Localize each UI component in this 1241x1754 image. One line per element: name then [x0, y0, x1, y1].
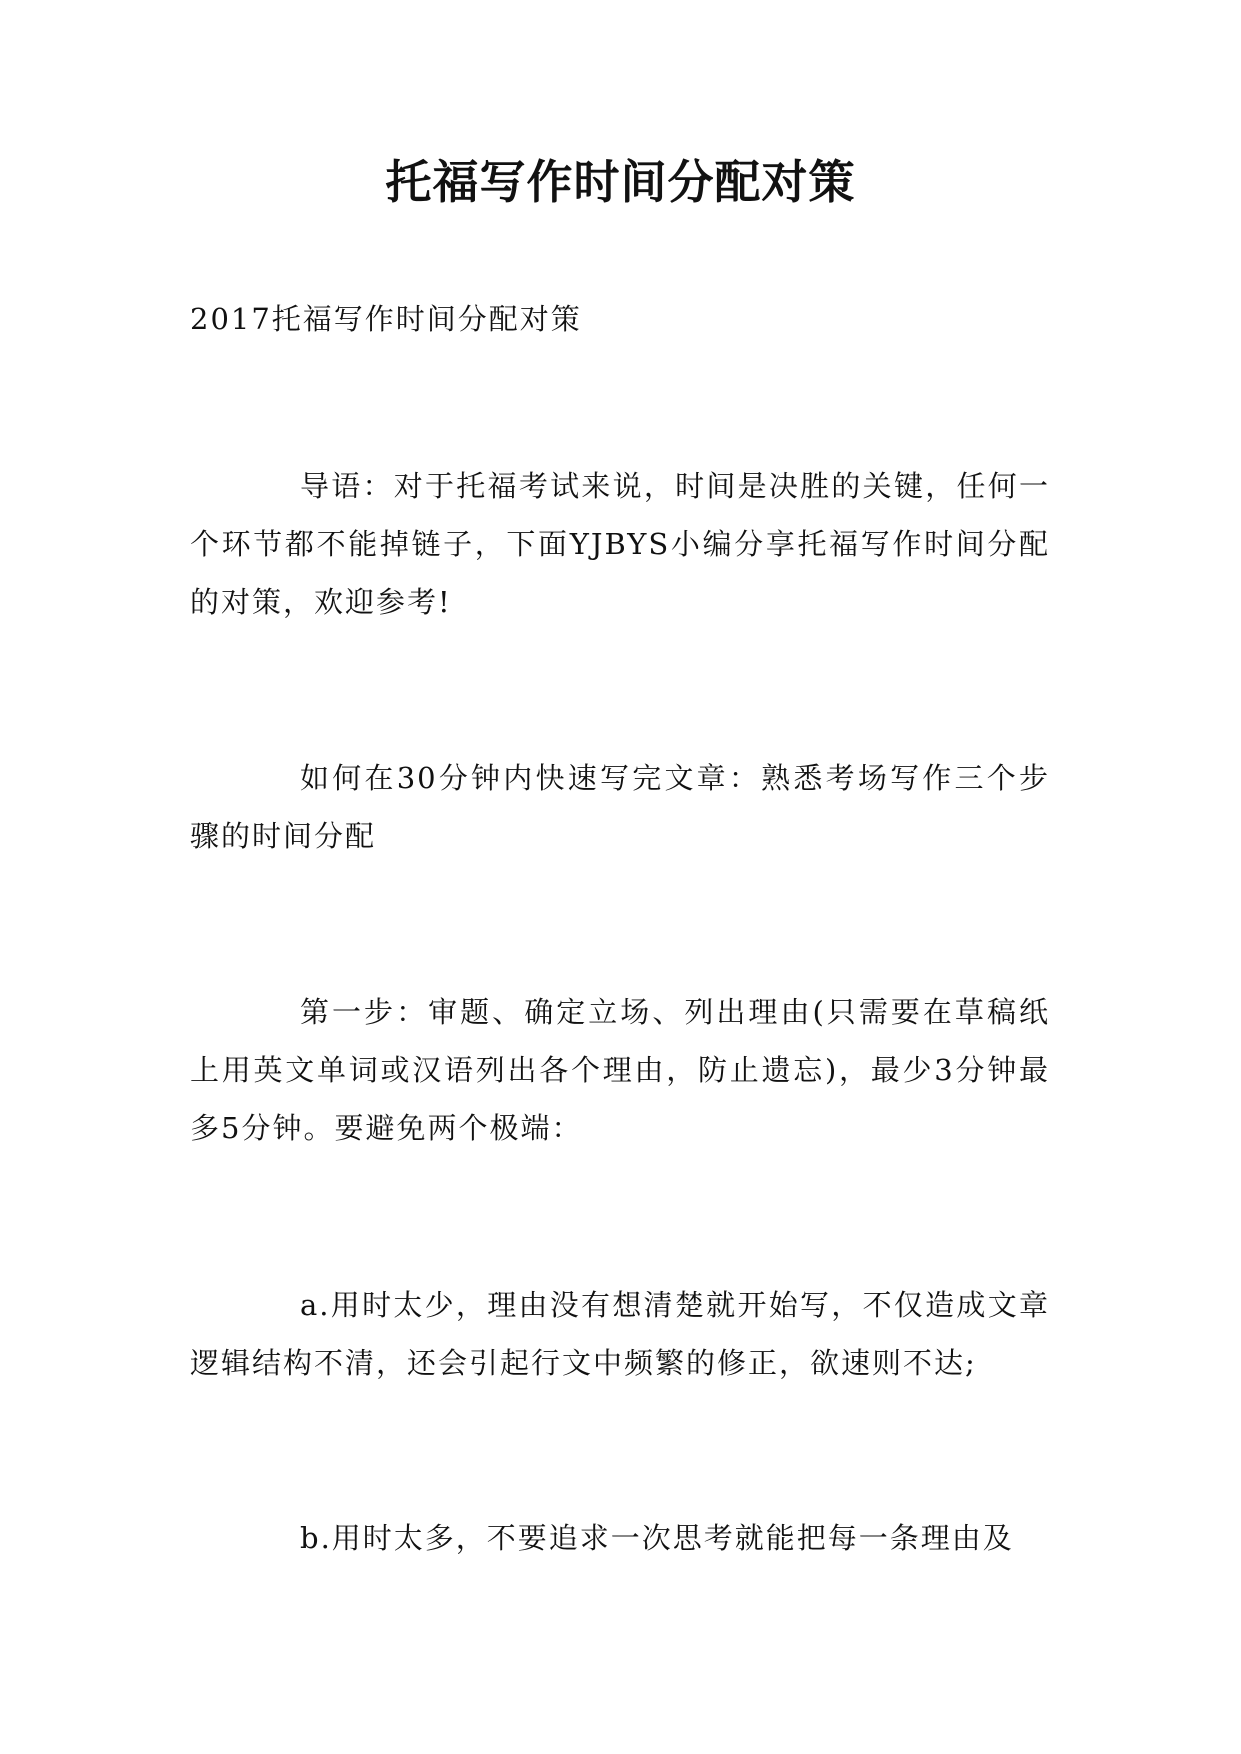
step-one-paragraph: 第一步：审题、确定立场、列出理由(只需要在草稿纸上用英文单词或汉语列出各个理由，防止遗忘)，最少3分钟最多5分钟。要避免两个极端：: [190, 995, 1050, 1145]
point-b-paragraph: b.用时太多，不要追求一次思考就能把每一条理由及: [300, 1521, 1014, 1555]
subtitle-paragraph: 2017托福写作时间分配对策: [190, 302, 582, 336]
how-paragraph: 如何在30分钟内快速写完文章：熟悉考场写作三个步骤的时间分配: [190, 761, 1050, 853]
point-a-paragraph: a.用时太少，理由没有想清楚就开始写，不仅造成文章逻辑结构不清，还会引起行文中频繁的修正，欲速则不达;: [190, 1288, 1050, 1380]
document-title: 托福写作时间分配对策: [385, 155, 856, 209]
intro-paragraph: 导语：对于托福考试来说，时间是决胜的关键，任何一个环节都不能掉链子，下面YJBYS小编分享托福写作时间分配的对策，欢迎参考!: [190, 469, 1050, 619]
